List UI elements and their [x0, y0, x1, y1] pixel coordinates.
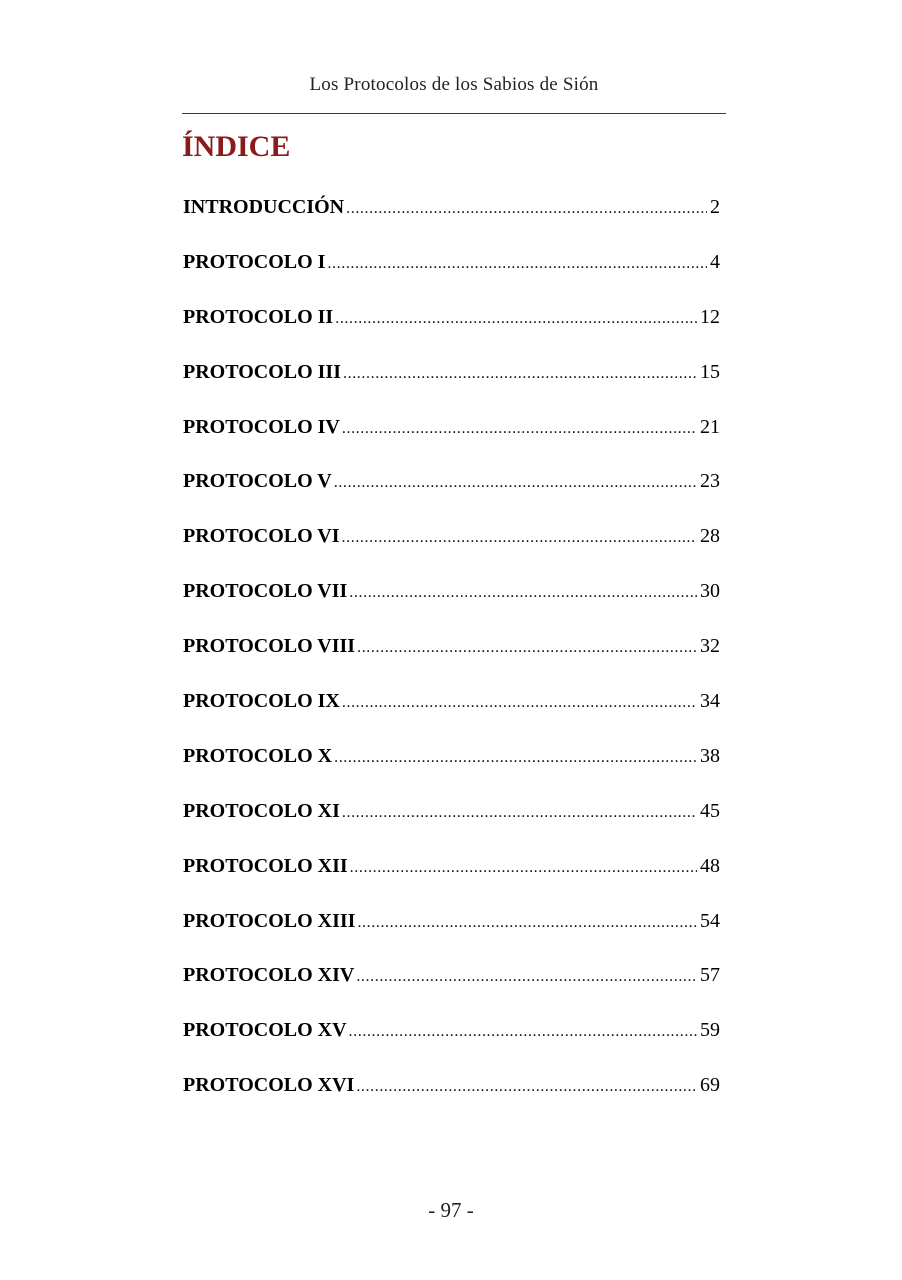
page-number: - 97 - — [428, 1198, 474, 1222]
dot-leader — [334, 468, 697, 498]
toc-entry-protocolo-ii[interactable] — [183, 302, 720, 357]
toc-entry-label: PROTOCOLO I — [183, 250, 326, 273]
toc-entry-label: PROTOCOLO XIII — [183, 909, 356, 932]
toc-entry-label: PROTOCOLO II — [183, 305, 334, 328]
dot-leader — [350, 853, 697, 883]
toc-entry-page: 54 — [700, 909, 720, 932]
toc-entry-page: 69 — [700, 1074, 720, 1097]
toc-entry-label: PROTOCOLO VI — [183, 525, 340, 548]
dot-leader — [356, 962, 697, 992]
header-divider — [182, 113, 726, 114]
toc-entry-page: 2 — [710, 196, 720, 218]
toc-entry-page: 15 — [700, 360, 720, 383]
dot-leader — [342, 523, 697, 553]
toc-entry-protocolo-vi[interactable] — [183, 521, 720, 576]
toc-entry-page: 59 — [700, 1019, 720, 1042]
dot-leader — [357, 908, 697, 938]
dot-leader — [346, 194, 707, 224]
dot-leader — [349, 1017, 697, 1047]
toc-entry-page: 34 — [700, 690, 720, 713]
dot-leader — [335, 304, 697, 334]
toc-entry-label: PROTOCOLO IV — [183, 415, 340, 438]
dot-leader — [357, 633, 697, 663]
toc-entry-label: PROTOCOLO XI — [183, 799, 340, 822]
toc-entry-protocolo-ix[interactable] — [183, 686, 720, 741]
toc-entry-protocolo-xvi[interactable] — [183, 1070, 720, 1125]
toc-entry-label: INTRODUCCIÓN — [183, 196, 345, 218]
toc-entry-label: PROTOCOLO X — [183, 744, 333, 767]
toc-entry-protocolo-iv[interactable] — [183, 412, 720, 467]
dot-leader — [334, 743, 697, 773]
toc-entry-page: 12 — [700, 305, 720, 328]
running-header: Los Protocolos de los Sabios de Sión — [309, 74, 599, 95]
toc-entry-page: 45 — [700, 799, 720, 822]
toc-entry-protocolo-xiv[interactable] — [183, 960, 720, 1015]
toc-list — [183, 192, 720, 1125]
toc-entry-protocolo-xiii[interactable] — [183, 906, 720, 961]
toc-title: ÍNDICE — [182, 130, 291, 163]
toc-entry-label: PROTOCOLO III — [183, 360, 341, 383]
dot-leader — [356, 1072, 697, 1102]
toc-entry-page: 23 — [700, 470, 720, 493]
toc-entry-protocolo-xii[interactable] — [183, 851, 720, 906]
toc-entry-label: PROTOCOLO VII — [183, 580, 348, 603]
toc-entry-label: PROTOCOLO XIV — [183, 964, 355, 987]
toc-entry-protocolo-i[interactable] — [183, 247, 720, 302]
toc-entry-protocolo-v[interactable] — [183, 466, 720, 521]
toc-entry-page: 57 — [700, 964, 720, 987]
dot-leader — [342, 688, 697, 718]
toc-entry-page: 28 — [700, 525, 720, 548]
toc-entry-page: 30 — [700, 580, 720, 603]
toc-entry-page: 32 — [700, 635, 720, 658]
dot-leader — [327, 249, 707, 279]
toc-entry-label: PROTOCOLO IX — [183, 690, 340, 713]
dot-leader — [342, 414, 697, 444]
toc-entry-protocolo-xv[interactable] — [183, 1015, 720, 1070]
toc-entry-protocolo-xi[interactable] — [183, 796, 720, 851]
dot-leader — [342, 798, 697, 828]
toc-entry-label: PROTOCOLO XVI — [183, 1074, 355, 1097]
toc-entry-protocolo-vii[interactable] — [183, 576, 720, 631]
dot-leader — [349, 578, 697, 608]
toc-entry-protocolo-viii[interactable] — [183, 631, 720, 686]
toc-entry-label: PROTOCOLO VIII — [183, 635, 356, 658]
toc-entry-page: 21 — [700, 415, 720, 438]
toc-entry-page: 4 — [710, 250, 720, 273]
toc-entry-page: 48 — [700, 854, 720, 877]
toc-entry-protocolo-x[interactable] — [183, 741, 720, 796]
toc-entry-label: PROTOCOLO V — [183, 470, 332, 493]
dot-leader — [343, 359, 697, 389]
toc-entry-introduccion[interactable] — [183, 192, 720, 247]
toc-entry-label: PROTOCOLO XV — [183, 1019, 347, 1042]
toc-entry-page: 38 — [700, 744, 720, 767]
toc-entry-protocolo-iii[interactable] — [183, 357, 720, 412]
toc-entry-label: PROTOCOLO XII — [183, 854, 348, 877]
